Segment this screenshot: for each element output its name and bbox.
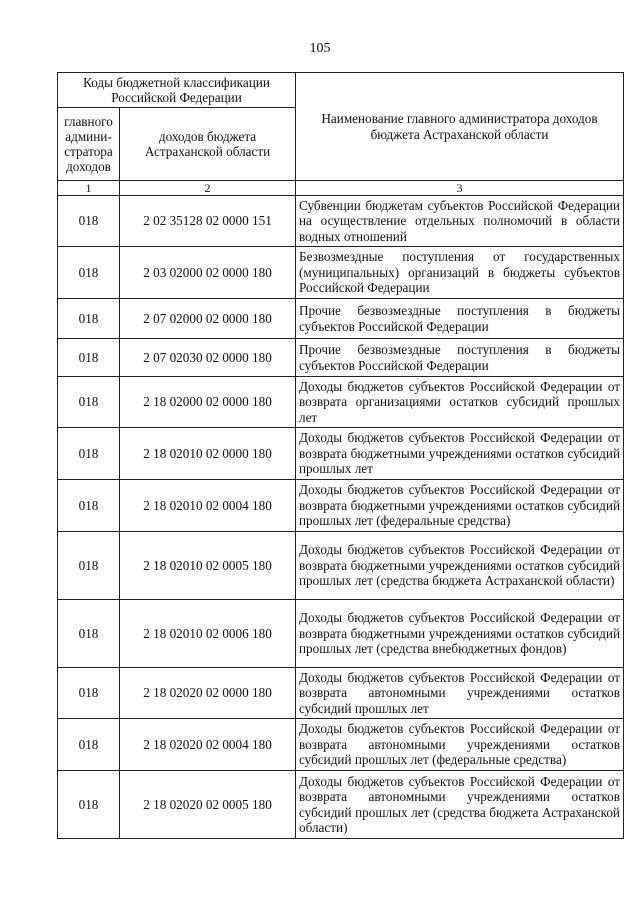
table-row	[58, 377, 624, 428]
header-row-group	[58, 73, 624, 108]
table-row	[58, 600, 624, 668]
table-row	[58, 247, 624, 299]
page-number: 105	[309, 41, 331, 56]
budget-codes-table	[57, 72, 624, 839]
column-number-row	[58, 181, 624, 196]
income-code-cell: 2 18 02000 02 0000 180	[120, 377, 296, 428]
admin-code-cell: 018	[58, 719, 120, 771]
table-row	[58, 719, 624, 771]
income-code-cell: 2 18 02010 02 0004 180	[120, 480, 296, 532]
column-number-3: 3	[296, 181, 624, 196]
income-name-cell: Доходы бюджетов субъектов Российской Федерации от возврата автономными учреждениями остатков субсидий прошлых лет (федеральные средства)	[296, 719, 624, 771]
admin-code-cell: 018	[58, 600, 120, 668]
admin-code-cell: 018	[58, 196, 120, 247]
income-name-cell: Доходы бюджетов субъектов Российской Федерации от возврата бюджетными учреждениями остатков субсидий прошлых лет (средства внебюджетных фондов)	[296, 600, 624, 668]
admin-code-cell: 018	[58, 428, 120, 480]
header-income-column: доходов бюджета Астраханской области	[120, 108, 296, 181]
column-number-1: 1	[58, 181, 120, 196]
income-code-cell: 2 18 02020 02 0005 180	[120, 771, 296, 839]
income-code-cell: 2 07 02000 02 0000 180	[120, 299, 296, 339]
admin-code-cell: 018	[58, 771, 120, 839]
table-row	[58, 299, 624, 339]
income-name-cell: Доходы бюджетов субъектов Российской Федерации от возврата автономными учреждениями остатков субсидий прошлых лет	[296, 668, 624, 719]
admin-code-cell: 018	[58, 480, 120, 532]
income-name-cell: Прочие безвозмездные поступления в бюджеты субъектов Российской Федерации	[296, 299, 624, 339]
income-name-cell: Доходы бюджетов субъектов Российской Федерации от возврата бюджетными учреждениями остатков субсидий прошлых лет (средства бюджета Астраханской области)	[296, 532, 624, 600]
admin-code-cell: 018	[58, 532, 120, 600]
income-code-cell: 2 18 02010 02 0005 180	[120, 532, 296, 600]
header-name-column: Наименование главного администратора доходов бюджета Астраханской области	[296, 73, 624, 181]
table-row	[58, 339, 624, 377]
table-row	[58, 428, 624, 480]
income-code-cell: 2 07 02030 02 0000 180	[120, 339, 296, 377]
income-name-cell: Доходы бюджетов субъектов Российской Федерации от возврата бюджетными учреждениями остатков субсидий прошлых лет	[296, 428, 624, 480]
income-code-cell: 2 03 02000 02 0000 180	[120, 247, 296, 299]
table-row	[58, 196, 624, 247]
table-row	[58, 480, 624, 532]
income-name-cell: Прочие безвозмездные поступления в бюджеты субъектов Российской Федерации	[296, 339, 624, 377]
admin-code-cell: 018	[58, 377, 120, 428]
table-row	[58, 771, 624, 839]
table-row	[58, 532, 624, 600]
admin-code-cell: 018	[58, 668, 120, 719]
income-name-cell: Субвенции бюджетам субъектов Российской Федерации на осуществление отдельных полномочий в области водных отношений	[296, 196, 624, 247]
admin-code-cell: 018	[58, 247, 120, 299]
income-name-cell: Доходы бюджетов субъектов Российской Федерации от возврата организациями остатков субсидий прошлых лет	[296, 377, 624, 428]
admin-code-cell: 018	[58, 339, 120, 377]
income-code-cell: 2 18 02010 02 0006 180	[120, 600, 296, 668]
header-admin-column: главного админи-стратора доходов	[58, 108, 120, 181]
column-number-2: 2	[120, 181, 296, 196]
income-code-cell: 2 18 02020 02 0004 180	[120, 719, 296, 771]
income-name-cell: Доходы бюджетов субъектов Российской Федерации от возврата автономными учреждениями остатков субсидий прошлых лет (средства бюджета Астраханской области)	[296, 771, 624, 839]
table-row	[58, 668, 624, 719]
admin-code-cell: 018	[58, 299, 120, 339]
income-name-cell: Безвозмездные поступления от государственных (муниципальных) организаций в бюджеты субъектов Российской Федерации	[296, 247, 624, 299]
income-name-cell: Доходы бюджетов субъектов Российской Федерации от возврата бюджетными учреждениями остатков субсидий прошлых лет (федеральные средства)	[296, 480, 624, 532]
income-code-cell: 2 18 02010 02 0000 180	[120, 428, 296, 480]
income-code-cell: 2 02 35128 02 0000 151	[120, 196, 296, 247]
header-group-title: Коды бюджетной классификации Российской Федерации	[58, 73, 296, 108]
income-code-cell: 2 18 02020 02 0000 180	[120, 668, 296, 719]
